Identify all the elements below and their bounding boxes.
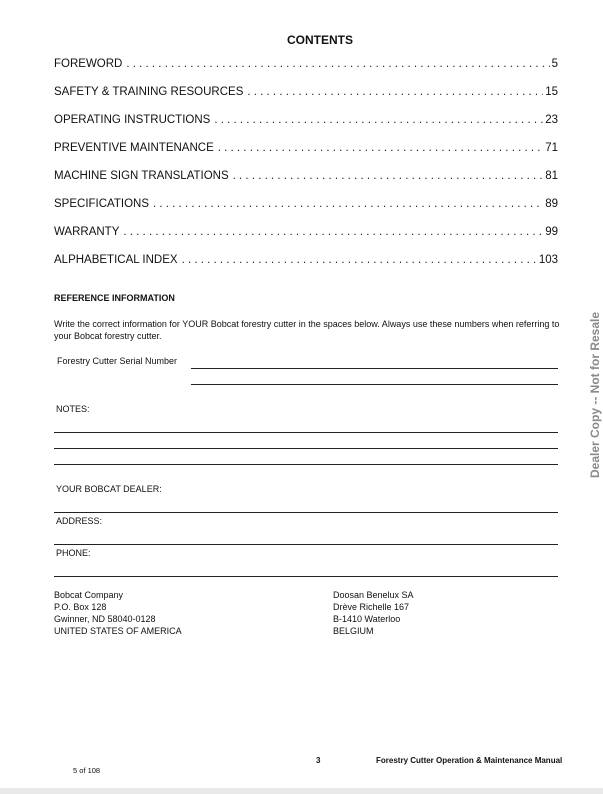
reference-heading: REFERENCE INFORMATION [54,293,175,303]
toc-entry-label: MACHINE SIGN TRANSLATIONS [54,170,229,182]
toc-leader-dots [123,226,543,238]
footer-page-number: 3 [316,756,321,765]
address-line: P.O. Box 128 [54,602,107,612]
address-label: ADDRESS: [56,516,103,526]
toc-entry-page: 15 [545,86,558,98]
notes-line-2[interactable] [54,448,558,449]
address-line[interactable] [54,544,558,545]
footer-page-count: 5 of 108 [73,766,101,775]
address-line: UNITED STATES OF AMERICA [54,626,182,636]
toc-entry-page: 81 [545,170,558,182]
toc-entry-label: SAFETY & TRAINING RESOURCES [54,86,244,98]
toc-entry-label: WARRANTY [54,226,120,238]
address-block-belgium [333,589,414,637]
notes-label: NOTES: [56,404,90,414]
toc-entry-label: ALPHABETICAL INDEX [54,254,178,266]
toc-entry-label: FOREWORD [54,58,123,70]
toc-entry-page: 23 [545,114,558,126]
serial-number-line-2[interactable] [191,384,558,385]
toc-entry-page: 89 [545,198,558,210]
table-of-contents [54,58,558,282]
toc-leader-dots [218,142,543,154]
toc-entry-safety[interactable] [54,86,558,114]
phone-line[interactable] [54,576,558,577]
toc-leader-dots [233,170,544,182]
toc-leader-dots [182,254,537,266]
toc-leader-dots [126,58,549,70]
address-line: Drève Richelle 167 [333,602,410,612]
toc-leader-dots [214,114,543,126]
reference-instructions: Write the correct information for YOUR Bobcat forestry cutter in the spaces below. Always use these numbers when referring to your Bobcat forestry cutter. [54,319,560,341]
address-line: B-1410 Waterloo [333,614,401,624]
toc-entry-page: 99 [545,226,558,238]
address-line: BELGIUM [333,626,374,636]
dealer-line[interactable] [54,512,558,513]
toc-leader-dots [247,86,543,98]
serial-number-line-1[interactable] [191,368,558,369]
notes-line-1[interactable] [54,432,558,433]
toc-entry-foreword[interactable] [54,58,558,86]
phone-label: PHONE: [56,548,91,558]
toc-entry-page: 71 [545,142,558,154]
page-title: CONTENTS [287,33,353,47]
toc-entry-index[interactable] [54,254,558,282]
dealer-label: YOUR BOBCAT DEALER: [56,484,162,494]
toc-entry-label: PREVENTIVE MAINTENANCE [54,142,214,154]
toc-entry-label: OPERATING INSTRUCTIONS [54,114,211,126]
toc-entry-warranty[interactable] [54,226,558,254]
address-line: Bobcat Company [54,590,124,600]
toc-entry-sign-translations[interactable] [54,170,558,198]
toc-entry-page: 5 [551,58,558,70]
address-line: Gwinner, ND 58040-0128 [54,614,156,624]
dealer-copy-watermark: Dealer Copy -- Not for Resale [588,311,602,479]
toc-leader-dots [153,198,543,210]
toc-entry-page: 103 [538,254,558,266]
footer-manual-title: Forestry Cutter Operation & Maintenance Manual [376,756,563,765]
toc-entry-operating[interactable] [54,114,558,142]
toc-entry-specifications[interactable] [54,198,558,226]
address-line: Doosan Benelux SA [333,590,414,600]
notes-line-3[interactable] [54,464,558,465]
viewer-bottom-edge [0,788,603,794]
address-block-us [54,589,182,637]
toc-entry-label: SPECIFICATIONS [54,198,149,210]
toc-entry-maintenance[interactable] [54,142,558,170]
serial-number-label: Forestry Cutter Serial Number [57,356,178,366]
